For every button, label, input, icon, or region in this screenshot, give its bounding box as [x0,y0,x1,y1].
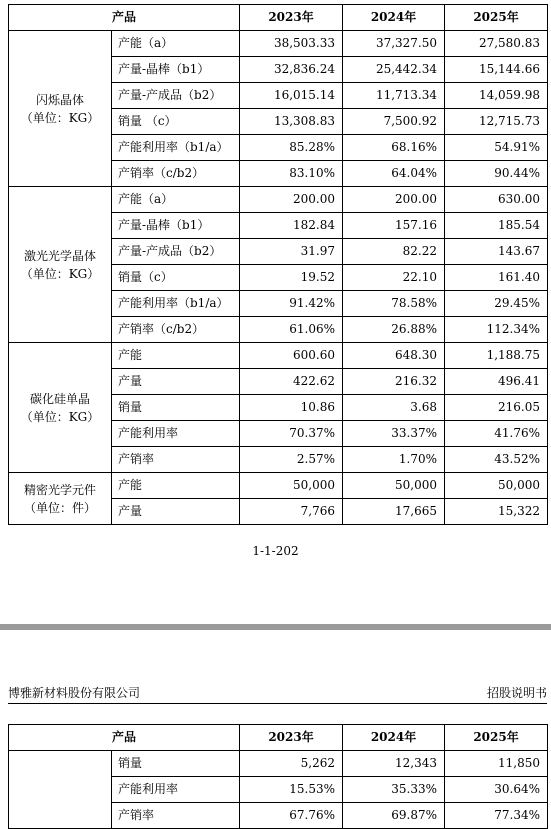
metric-label: 产量 [112,369,240,395]
value-cell: 157.16 [343,213,445,239]
capacity-table-continued [8,724,548,829]
value-cell: 19.52 [240,265,343,291]
value-cell: 82.22 [343,239,445,265]
value-cell: 112.34% [445,317,548,343]
value-cell: 67.76% [240,803,343,829]
header-year-2024: 2024年 [343,725,445,751]
metric-label: 产销率 [112,803,240,829]
header-year-2025: 2025年 [445,5,548,31]
value-cell: 14,059.98 [445,83,548,109]
value-cell: 422.62 [240,369,343,395]
value-cell: 10.86 [240,395,343,421]
value-cell: 33.37% [343,421,445,447]
value-cell: 1,188.75 [445,343,548,369]
header-year-2025: 2025年 [445,725,548,751]
table-header-row [9,725,548,751]
product-name: 闪烁晶体 [35,92,84,107]
metric-label: 产能利用率（b1/a） [112,135,240,161]
value-cell: 69.87% [343,803,445,829]
header-rule [8,703,547,704]
value-cell: 200.00 [343,187,445,213]
table-row [9,473,548,499]
header-year-2024: 2024年 [343,5,445,31]
value-cell: 35.33% [343,777,445,803]
value-cell: 83.10% [240,161,343,187]
value-cell: 50,000 [343,473,445,499]
value-cell: 78.58% [343,291,445,317]
value-cell: 41.76% [445,421,548,447]
value-cell: 7,500.92 [343,109,445,135]
table-body [9,31,548,525]
metric-label: 产量-产成品（b2） [112,239,240,265]
value-cell: 29.45% [445,291,548,317]
table-row [9,343,548,369]
product-unit: （单位：KG） [20,409,100,424]
metric-label: 产销率 [112,447,240,473]
metric-label: 销量（c） [112,265,240,291]
page-separator [0,624,551,630]
value-cell: 43.52% [445,447,548,473]
metric-label: 产量-晶棒（b1） [112,57,240,83]
header-year-2023: 2023年 [240,725,343,751]
product-unit: （单位：KG） [20,266,100,281]
document-type: 招股说明书 [486,686,547,700]
value-cell: 16,015.14 [240,83,343,109]
value-cell: 12,715.73 [445,109,548,135]
value-cell: 2.57% [240,447,343,473]
company-name: 博雅新材料股份有限公司 [8,686,141,700]
metric-label: 产能利用率 [112,777,240,803]
value-cell: 11,850 [445,751,548,777]
value-cell: 5,262 [240,751,343,777]
value-cell: 85.28% [240,135,343,161]
value-cell: 77.34% [445,803,548,829]
table-body [9,751,548,829]
header-product: 产品 [9,725,240,751]
value-cell: 12,343 [343,751,445,777]
value-cell: 22.10 [343,265,445,291]
value-cell: 31.97 [240,239,343,265]
value-cell: 13,308.83 [240,109,343,135]
value-cell: 32,836.24 [240,57,343,83]
product-group-cell [9,343,112,473]
value-cell: 15,144.66 [445,57,548,83]
value-cell: 216.32 [343,369,445,395]
table-header-row [9,5,548,31]
value-cell: 7,766 [240,499,343,525]
metric-label: 产能（a） [112,187,240,213]
metric-label: 产量-产成品（b2） [112,83,240,109]
page-number: 1-1-202 [252,544,299,558]
value-cell: 496.41 [445,369,548,395]
metric-label: 产量 [112,499,240,525]
value-cell: 30.64% [445,777,548,803]
metric-label: 产能利用率（b1/a） [112,291,240,317]
value-cell: 182.84 [240,213,343,239]
product-name: 碳化硅单晶 [29,391,90,406]
value-cell: 17,665 [343,499,445,525]
value-cell: 15.53% [240,777,343,803]
metric-label: 销量 （c） [112,109,240,135]
metric-label: 产能（a） [112,31,240,57]
table-row [9,187,548,213]
metric-label: 销量 [112,751,240,777]
value-cell: 91.42% [240,291,343,317]
value-cell: 185.54 [445,213,548,239]
value-cell: 50,000 [240,473,343,499]
table-row [9,31,548,57]
value-cell: 64.04% [343,161,445,187]
product-group-cell [9,473,112,525]
header-product: 产品 [9,5,240,31]
metric-label: 销量 [112,395,240,421]
value-cell: 61.06% [240,317,343,343]
value-cell: 26.88% [343,317,445,343]
value-cell: 68.16% [343,135,445,161]
metric-label: 产销率（c/b2） [112,317,240,343]
product-group-cell [9,751,112,829]
value-cell: 1.70% [343,447,445,473]
value-cell: 38,503.33 [240,31,343,57]
value-cell: 143.67 [445,239,548,265]
product-name: 激光光学晶体 [23,248,96,263]
value-cell: 15,322 [445,499,548,525]
header-year-2023: 2023年 [240,5,343,31]
product-group-cell [9,31,112,187]
value-cell: 50,000 [445,473,548,499]
value-cell: 216.05 [445,395,548,421]
metric-label: 产量-晶棒（b1） [112,213,240,239]
value-cell: 161.40 [445,265,548,291]
metric-label: 产销率（c/b2） [112,161,240,187]
product-unit: （单位：件） [23,500,96,515]
capacity-table [8,4,548,525]
value-cell: 25,442.34 [343,57,445,83]
value-cell: 600.60 [240,343,343,369]
product-group-cell [9,187,112,343]
metric-label: 产能 [112,343,240,369]
metric-label: 产能 [112,473,240,499]
value-cell: 70.37% [240,421,343,447]
product-unit: （单位：KG） [20,110,100,125]
value-cell: 37,327.50 [343,31,445,57]
value-cell: 27,580.83 [445,31,548,57]
product-name: 精密光学元件 [23,482,96,497]
value-cell: 200.00 [240,187,343,213]
value-cell: 54.91% [445,135,548,161]
value-cell: 11,713.34 [343,83,445,109]
value-cell: 3.68 [343,395,445,421]
value-cell: 90.44% [445,161,548,187]
value-cell: 648.30 [343,343,445,369]
table-row [9,751,548,777]
value-cell: 630.00 [445,187,548,213]
metric-label: 产能利用率 [112,421,240,447]
